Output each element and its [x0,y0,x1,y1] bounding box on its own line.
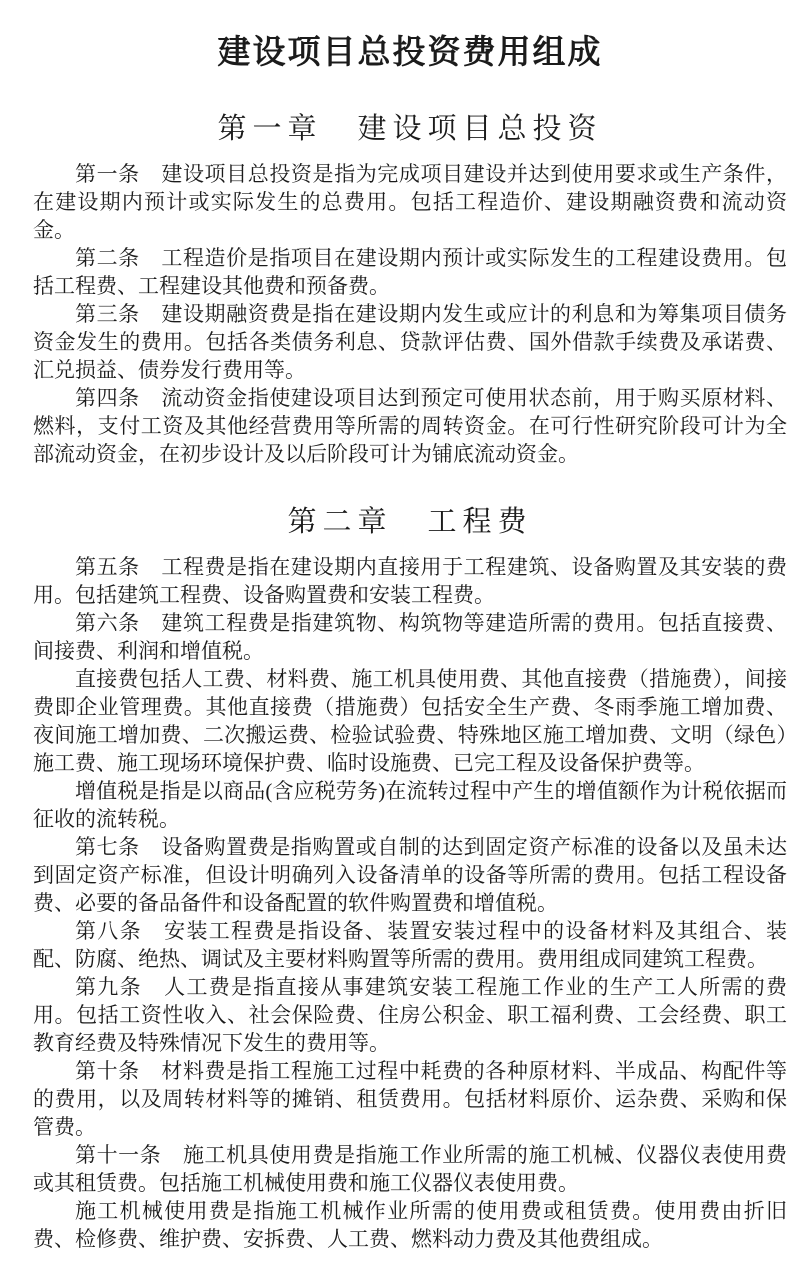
chapter-2-heading: 第二章 工程费 [287,506,533,539]
article-2-paragraph: 第二条 工程造价是指项目在建设期内预计或实际发生的工程建设费用。包括工程费、工程建设其他费和预备费。 [33,246,787,299]
article-4-paragraph: 第四条 流动资金指使建设项目达到预定可使用状态前，用于购买原材料、燃料，支付工资及其他经营费用等所需的周转资金。在可行性研究阶段可计为全部流动资金，在初步设计及以后阶段可计为铺底流动资金。 [33,386,787,467]
article-6-paragraph: 第六条 建筑工程费是指建筑物、构筑物等建造所需的费用。包括直接费、间接费、利润和增值税。 [33,611,787,664]
article-8-paragraph: 第八条 安装工程费是指设备、装置安装过程中的设备材料及其组合、装配、防腐、绝热、调试及主要材料购置等所需的费用。费用组成同建筑工程费。 [33,919,787,972]
machinery-use-fee-paragraph: 施工机械使用费是指施工机械作业所需的使用费或租赁费。使用费由折旧费、检修费、维护费、安拆费、人工费、燃料动力费及其他费组成。 [33,1199,787,1252]
article-7-paragraph: 第七条 设备购置费是指购置或自制的达到固定资产标准的设备以及虽未达到固定资产标准，但设计明确列入设备清单的设备等所需的费用。包括工程设备费、必要的备品备件和设备配置的软件购置费和增值税。 [33,835,787,916]
vat-definition-paragraph: 增值税是指是以商品(含应税劳务)在流转过程中产生的增值额作为计税依据而征收的流转税。 [33,779,787,832]
article-3-paragraph: 第三条 建设期融资费是指在建设期内发生或应计的利息和为筹集项目债务资金发生的费用。包括各类债务利息、贷款评估费、国外借款手续费及承诺费、汇兑损益、债券发行费用等。 [33,302,787,383]
direct-fee-detail-paragraph: 直接费包括人工费、材料费、施工机具使用费、其他直接费（措施费），间接费即企业管理费。其他直接费（措施费）包括安全生产费、冬雨季施工增加费、夜间施工增加费、二次搬运费、检验试验费、特殊地区施工增加费、文明（绿色）施工费、施工现场环境保护费、临时设施费、已完工程及设备保护费等。 [33,667,787,776]
article-10-paragraph: 第十条 材料费是指工程施工过程中耗费的各种原材料、半成品、构配件等的费用，以及周转材料等的摊销、租赁费用。包括材料原价、运杂费、采购和保管费。 [33,1059,787,1140]
document-title: 建设项目总投资费用组成 [217,35,603,71]
article-9-paragraph: 第九条 人工费是指直接从事建筑安装工程施工作业的生产工人所需的费用。包括工资性收入、社会保险费、住房公积金、职工福利费、工会经费、职工教育经费及特殊情况下发生的费用等。 [33,975,787,1056]
chapter-1-heading: 第一章 建设项目总投资 [217,112,603,145]
article-11-paragraph: 第十一条 施工机具使用费是指施工作业所需的施工机械、仪器仪表使用费或其租赁费。包括施工机械使用费和施工仪器仪表使用费。 [33,1143,787,1196]
article-1-paragraph: 第一条 建设项目总投资是指为完成项目建设并达到使用要求或生产条件，在建设期内预计或实际发生的总费用。包括工程造价、建设期融资费和流动资金。 [33,162,787,243]
article-5-paragraph: 第五条 工程费是指在建设期内直接用于工程建筑、设备购置及其安装的费用。包括建筑工程费、设备购置费和安装工程费。 [33,555,787,608]
